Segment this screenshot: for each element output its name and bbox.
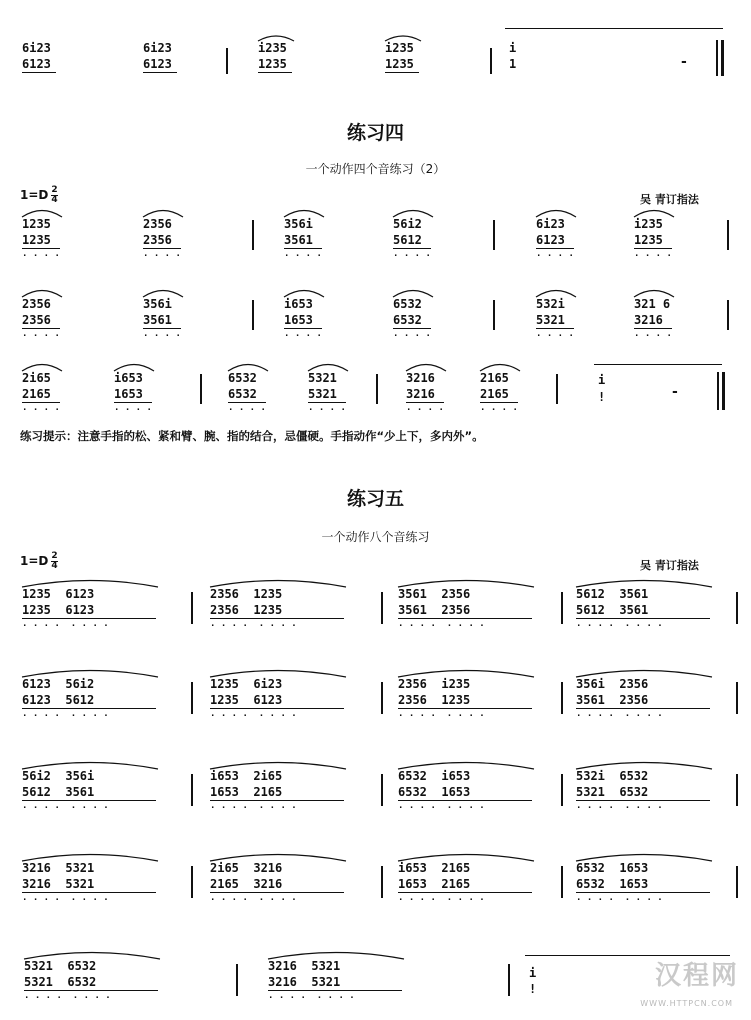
upper-voice: 6532 1653 <box>576 861 649 875</box>
barline <box>490 48 492 74</box>
key-signature: 1=D $\frac{2}{4}$ <box>20 551 58 571</box>
lower-voice: 2165 <box>22 387 51 401</box>
time-signature: $\frac{2}{4}$ <box>51 185 58 205</box>
barline <box>493 220 495 250</box>
upper-voice: 2356 <box>143 217 172 231</box>
barline <box>381 682 383 714</box>
barline <box>191 866 193 898</box>
upper-voice: 532i 6532 <box>576 769 649 783</box>
upper-voice: 6123 56i2 <box>22 677 95 691</box>
barline <box>508 964 510 996</box>
lower-voice: 3216 5321 <box>22 877 95 891</box>
exercise-4-subtitle: 一个动作四个音练习（2） <box>305 162 446 176</box>
barline <box>493 300 495 330</box>
barline <box>381 866 383 898</box>
lower-voice: 1653 2165 <box>398 877 471 891</box>
upper-voice: 3216 5321 <box>22 861 95 875</box>
upper-voice: i653 2i65 <box>210 769 283 783</box>
barline <box>200 374 202 404</box>
barline <box>716 40 718 76</box>
upper-voice: 5321 6532 <box>24 959 97 973</box>
author-credit: 吴 青订指法 <box>640 193 699 206</box>
lower-voice: 3216 <box>406 387 435 401</box>
upper-voice: 6i23 <box>22 41 51 55</box>
upper-voice: 56i2 <box>393 217 422 231</box>
upper-voice: i653 <box>114 371 143 385</box>
lower-voice: 6532 <box>393 313 422 327</box>
barline <box>236 964 238 996</box>
barline <box>717 372 719 410</box>
barline <box>561 774 563 806</box>
lower-voice: 1653 2165 <box>210 785 283 799</box>
upper-voice: i235 <box>258 41 287 55</box>
lower-voice: 2356 1235 <box>210 603 283 617</box>
barline <box>191 774 193 806</box>
barline <box>381 774 383 806</box>
barline <box>561 866 563 898</box>
barline <box>736 866 738 898</box>
upper-voice: 3216 5321 <box>268 959 341 973</box>
upper-voice: 2165 <box>480 371 509 385</box>
watermark-url: WWW.HTTPCN.COM <box>640 999 733 1008</box>
barline <box>736 774 738 806</box>
upper-voice: 6i23 <box>143 41 172 55</box>
practice-tip: 练习提示：注意手指的松、紧和臂、腕、指的结合，忌僵硬。手指动作“少上下，多内外”。 <box>20 429 484 443</box>
lower-voice: 6123 5612 <box>22 693 95 707</box>
lower-voice: 3216 5321 <box>268 975 341 989</box>
upper-voice: 1235 6123 <box>22 587 95 601</box>
lower-voice: 1235 <box>634 233 663 247</box>
upper-voice: 6532 i653 <box>398 769 471 783</box>
exercise-5-title: 练习五 <box>346 488 404 510</box>
upper-voice: i653 <box>284 297 313 311</box>
lower-voice: 6532 <box>228 387 257 401</box>
upper-voice: 6532 <box>393 297 422 311</box>
final-measure: i ! - <box>594 364 724 412</box>
final-barline <box>722 372 725 410</box>
lower-voice: 6123 <box>536 233 565 247</box>
lower-voice: 6123 <box>22 57 51 71</box>
upper-voice: 1235 <box>22 217 51 231</box>
lower-voice: 1235 <box>385 57 414 71</box>
barline <box>376 374 378 404</box>
lower-voice: 5612 3561 <box>576 603 649 617</box>
lower-voice: 5321 <box>308 387 337 401</box>
lower-voice: 1235 6123 <box>210 693 283 707</box>
key-signature: 1=D $\frac{2}{4}$ <box>20 185 58 205</box>
final-measure: i 1 - <box>505 28 730 78</box>
exercise-5-subtitle: 一个动作八个音练习 <box>321 530 430 544</box>
lower-voice: 5321 <box>536 313 565 327</box>
barline <box>252 220 254 250</box>
upper-voice: 321 6 <box>634 297 671 311</box>
lower-voice: 5321 6532 <box>576 785 649 799</box>
barline <box>381 592 383 624</box>
upper-voice: 356i <box>143 297 172 311</box>
upper-voice: 2356 i235 <box>398 677 471 691</box>
barline <box>252 300 254 330</box>
lower-voice: 1653 <box>114 387 143 401</box>
lower-voice: 2356 1235 <box>398 693 471 707</box>
final-measure: i ! <box>525 955 735 1005</box>
lower-voice: 1653 <box>284 313 313 327</box>
barline <box>556 374 558 404</box>
lower-voice: 3561 <box>143 313 172 327</box>
lower-voice: 5321 6532 <box>24 975 97 989</box>
lower-voice: 2356 <box>22 313 51 327</box>
lower-voice: 1235 <box>22 233 51 247</box>
barline <box>727 220 729 250</box>
final-barline <box>721 40 724 76</box>
barline <box>736 592 738 624</box>
lower-voice: 6532 1653 <box>398 785 471 799</box>
upper-voice: 6i23 <box>536 217 565 231</box>
upper-voice: 5321 <box>308 371 337 385</box>
upper-voice: 6532 <box>228 371 257 385</box>
author-credit: 吴 青订指法 <box>640 559 699 572</box>
upper-voice: i653 2165 <box>398 861 471 875</box>
upper-voice: 5612 3561 <box>576 587 649 601</box>
barline <box>226 48 228 74</box>
barline <box>736 682 738 714</box>
upper-voice: 2356 <box>22 297 51 311</box>
upper-voice: 2i65 <box>22 371 51 385</box>
lower-voice: 6123 <box>143 57 172 71</box>
lower-voice: 1235 <box>258 57 287 71</box>
lower-voice: 1235 6123 <box>22 603 95 617</box>
upper-voice: 356i <box>284 217 313 231</box>
exercise-4-title: 练习四 <box>346 122 404 144</box>
lower-voice: 6532 1653 <box>576 877 649 891</box>
upper-voice: 3216 <box>406 371 435 385</box>
lower-voice: 2356 <box>143 233 172 247</box>
lower-voice: 2165 <box>480 387 509 401</box>
upper-voice: i235 <box>634 217 663 231</box>
watermark-logo: 汉程网 <box>654 961 739 991</box>
upper-voice: 532i <box>536 297 565 311</box>
upper-voice: 1235 6i23 <box>210 677 283 691</box>
upper-voice: 356i 2356 <box>576 677 649 691</box>
barline <box>191 682 193 714</box>
barline <box>561 682 563 714</box>
lower-voice: 5612 <box>393 233 422 247</box>
lower-voice: 5612 3561 <box>22 785 95 799</box>
upper-voice: 2i65 3216 <box>210 861 283 875</box>
lower-voice: 3561 2356 <box>576 693 649 707</box>
upper-voice: 56i2 356i <box>22 769 95 783</box>
barline <box>727 300 729 330</box>
barline <box>191 592 193 624</box>
upper-voice: i235 <box>385 41 414 55</box>
lower-voice: 3216 <box>634 313 663 327</box>
lower-voice: 3561 <box>284 233 313 247</box>
lower-voice: 2165 3216 <box>210 877 283 891</box>
upper-voice: 3561 2356 <box>398 587 471 601</box>
upper-voice: 2356 1235 <box>210 587 283 601</box>
lower-voice: 3561 2356 <box>398 603 471 617</box>
time-signature: $\frac{2}{4}$ <box>51 551 58 571</box>
barline <box>561 592 563 624</box>
